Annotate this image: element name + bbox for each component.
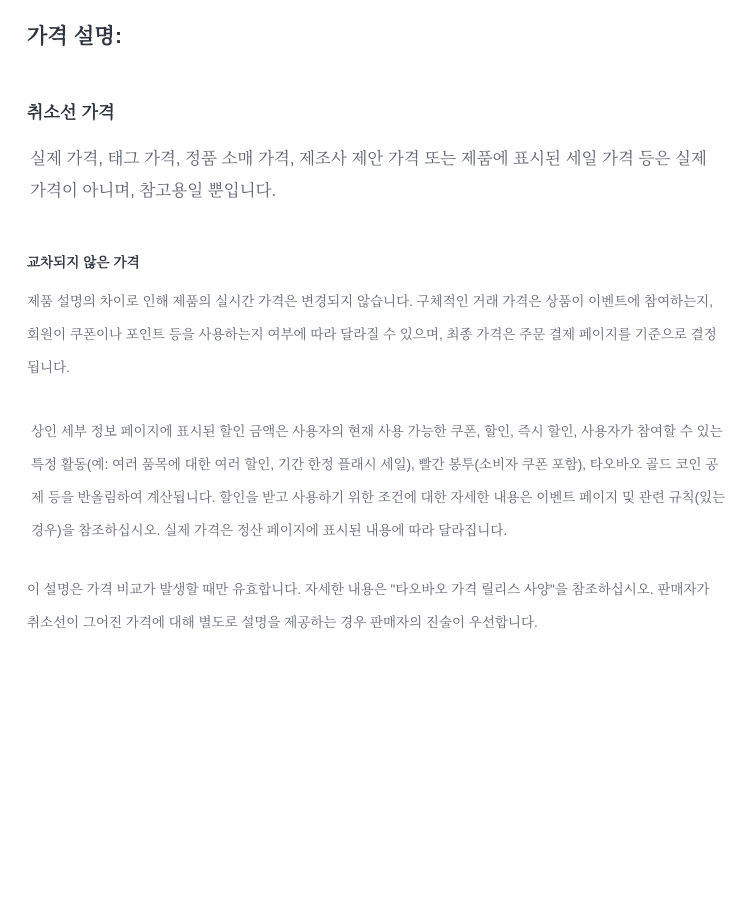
section-heading-non-crossed-price: 교차되지 않은 가격 <box>27 255 140 271</box>
non-crossed-price-paragraph-2: 상인 세부 정보 페이지에 표시된 할인 금액은 사용자의 현재 사용 가능한 쿠폰, 할인, 즉시 할인, 사용자가 참여할 수 있는 특정 활동(예: 여러 품목에 대한 여러 할인, 기간 한정 플래시 세일), 빨간 봉투(소비자 쿠폰 포함), 타오바오 골드 코인 공제 등을 반올림하여 계산됩니다. 할인을 받고 사용하기 위한 조건에 대한 자세한 내용은 이벤트 페이지 및 관련 규칙(있는 경우)을 참조하십시오. 실제 가격은 정산 페이지에 표시된 내용에 따라 달라집니다. <box>31 423 726 538</box>
page-title: 가격 설명: <box>27 25 123 48</box>
section-heading-strikethrough-price: 취소선 가격 <box>27 103 116 122</box>
non-crossed-price-paragraph-1: 제품 설명의 차이로 인해 제품의 실시간 가격은 변경되지 않습니다. 구체적인 거래 가격은 상품이 이벤트에 참여하는지, 회원이 쿠폰이나 포인트 등을 사용하는지 여부에 따라 달라질 수 있으며, 최종 가격은 주문 결제 페이지를 기준으로 결정됩니다. <box>27 294 717 376</box>
strikethrough-price-description: 실제 가격, 태그 가격, 정품 소매 가격, 제조사 제안 가격 또는 제품에 표시된 세일 가격 등은 실제 가격이 아니며, 참고용일 뿐입니다. <box>30 150 707 201</box>
section-non-crossed-price <box>24 251 726 639</box>
non-crossed-price-paragraph-3: 이 설명은 가격 비교가 발생할 때만 유효합니다. 자세한 내용은 "타오바오 가격 릴리스 사양"을 참조하십시오. 판매자가 취소선이 그어진 가격에 대해 별도로 설명을 제공하는 경우 판매자의 진술이 우선합니다. <box>27 581 710 630</box>
price-description-document <box>0 20 750 900</box>
section-strikethrough-price <box>24 98 726 207</box>
